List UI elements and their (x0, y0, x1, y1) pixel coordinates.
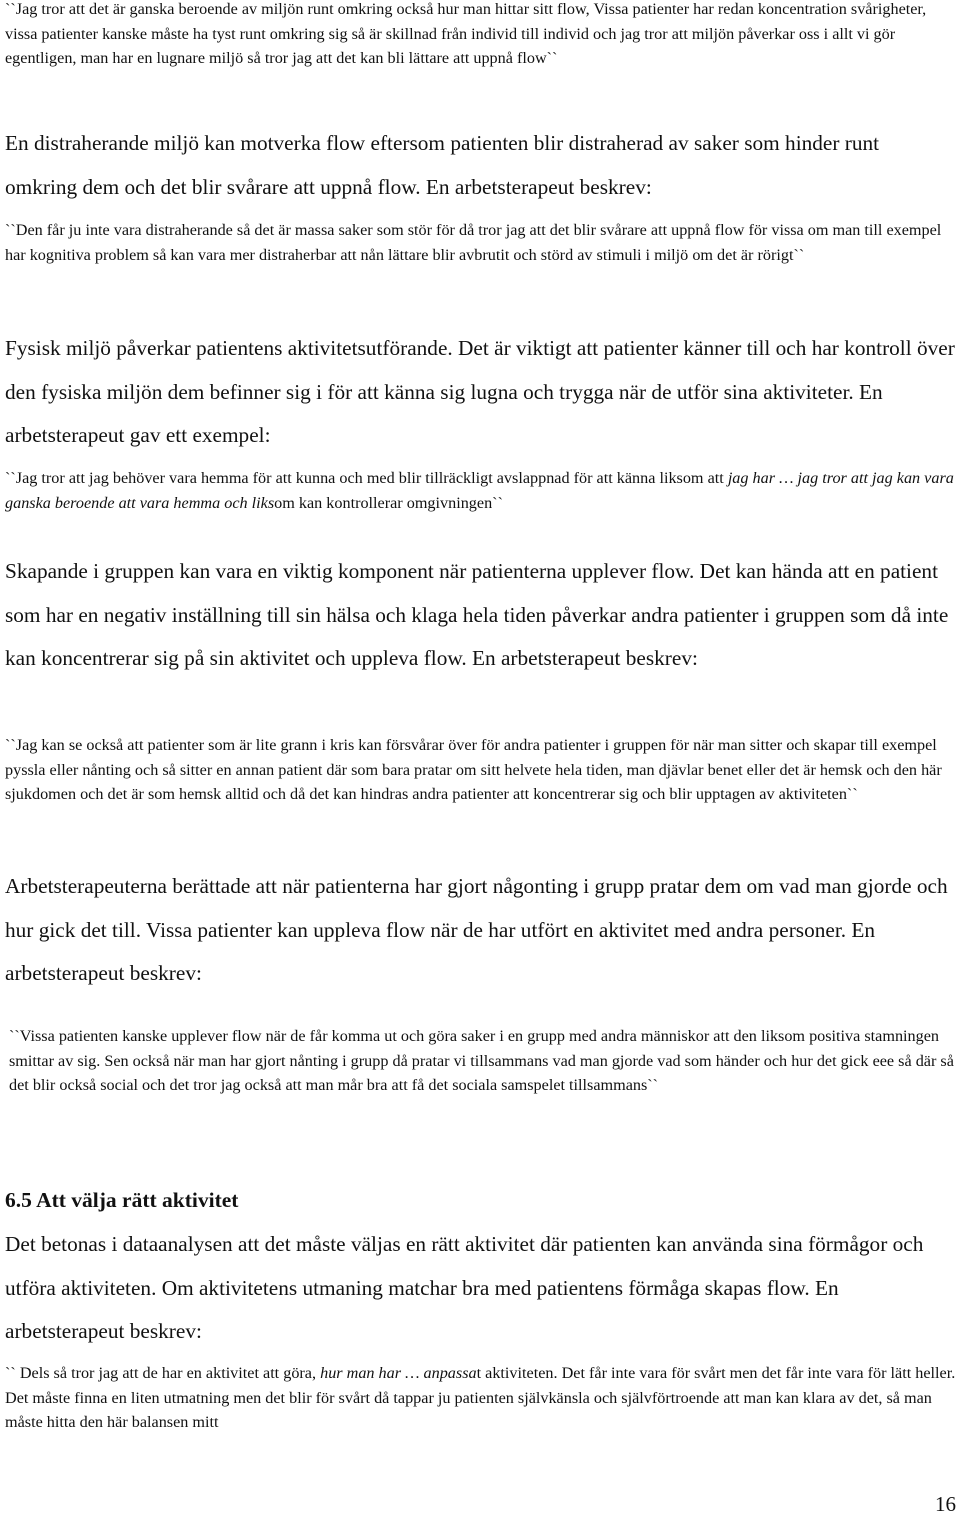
quote-text: t aktiviteten. Det får inte vara för svårt men det får inte vara för lätt heller. Det måste finna en liten utmatning men det blir för svårt då tappar ju patienten självkänsla och självförtroende att man kan klara av det, så man måste hitta den här balansen mitt (5, 1364, 956, 1431)
paragraph-physical-environment: Fysisk miljö påverkar patientens aktivitetsutförande. Det är viktigt att patienter känner till och har kontroll över den fysiska miljön dem befinner sig i för att känna sig lugna och trygga när de utför sina aktiviteter. En arbetsterapeut gav ett exempel: (5, 336, 955, 447)
quote-text: ``Jag tror att jag behöver vara hemma för att kunna och med blir tillräckligt avslappnad för att känna liksom att (5, 469, 728, 487)
page-number: 16 (935, 1492, 956, 1516)
quote-italic-text: hur man har … anpassa (320, 1364, 477, 1382)
paragraph-distracting-environment: En distraherande miljö kan motverka flow eftersom patienten blir distraherad av saker som hinder runt omkring dem och det blir svårare att uppnå flow. En arbetsterapeut beskrev: (5, 131, 880, 199)
interview-quote-crisis: ``Jag kan se också att patienter som är lite grann i kris kan försvårar över för andra patienter i gruppen för när man sitter och skapar till exempel pyssla eller nånting och så sitter en annan patient där som bara pratar om sitt helvete hela tiden, man djävlar benet eller det är hemsk och den här sjukdomen och det är som hemsk alltid och då det kan hindras andra patienter att koncentrerar sig och blir upptagen av aktiviteten`` (5, 736, 942, 803)
section-heading: 6.5 Att välja rätt aktivitet (5, 1188, 239, 1212)
quote-text: om kan kontrollerar omgivningen`` (274, 493, 503, 512)
paragraph-group-talk: Arbetsterapeuterna berättade att när patienterna har gjort någonting i grupp pratar dem om vad man gjorde och hur gick det till. Vissa patienter kan uppleva flow när de har utfört en aktivitet med andra personer. En arbetsterapeut beskrev: (5, 874, 948, 985)
interview-quote-distraction: ``Den får ju inte vara distraherande så det är massa saker som stör för då tror jag att det blir svårare att uppnå flow för vissa om man till exempel har kognitiva problem så kan vara mer distraherbar att nån lättare blir avbrutit och störd av stimuli i miljö om det är rörigt`` (5, 221, 942, 264)
interview-quote-home (5, 466, 957, 515)
quote-text: `` Dels så tror jag att de har en aktivitet att göra, (5, 1364, 321, 1382)
quote-italic-text: jag har … jag tror att jag kan vara ganska beroende att vara hemma och liks (5, 469, 954, 512)
paragraph-group-creativity: Skapande i gruppen kan vara en viktig komponent när patienterna upplever flow. Det kan hända att en patient som har en negativ inställning till sin hälsa och klaga hela tiden påverkar andra patienter i gruppen som då inte kan koncentrerar sig på sin aktivitet och uppleva flow. En arbetsterapeut beskrev: (5, 559, 949, 670)
interview-quote-group-flow: ``Vissa patienten kanske upplever flow när de får komma ut och göra saker i en grupp med andra människor att den liksom positiva stamningen smittar av sig. Sen också när man har gjort nånting i grupp då pratar vi tillsammans vad man gjorde vad som händer och hur det gick eee så där så det blir också social och det tror jag också att man mår bra att få det sociala samspelet tillsammans`` (9, 1027, 954, 1094)
interview-quote-balance (5, 1361, 957, 1435)
interview-quote-environment: ``Jag tror att det är ganska beroende av miljön runt omkring också hur man hittar sitt flow, Vissa patienter har redan koncentration svårigheter, vissa patienter kanske måste ha tyst runt omkring sig så är skillnad från individ till individ och jag tror att miljön påverkar oss i allt vi gör egentligen, man har en lugnare miljö så tror jag att det kan bli lättare att uppnå flow`` (5, 0, 927, 67)
paragraph-right-activity: Det betonas i dataanalysen att det måste väljas en rätt aktivitet där patienten kan använda sina förmågor och utföra aktiviteten. Om aktivitetens utmaning matchar bra med patientens förmåga skapas flow. En arbetsterapeut beskrev: (5, 1232, 924, 1343)
